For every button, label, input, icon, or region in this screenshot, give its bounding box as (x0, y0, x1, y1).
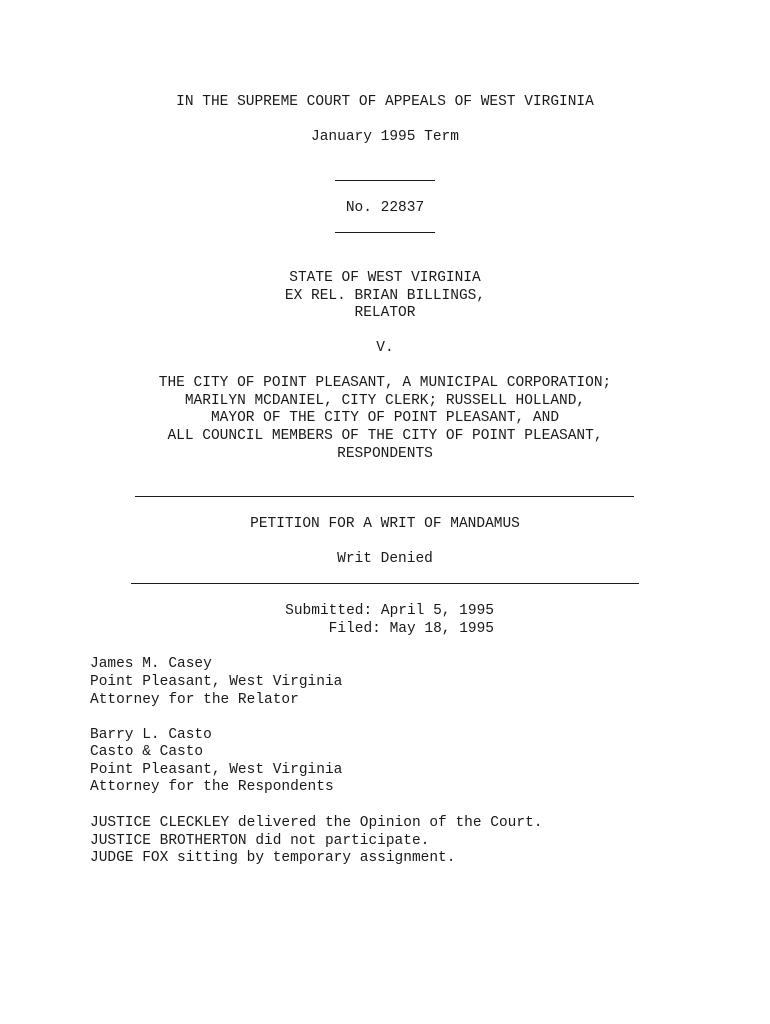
respondent-counsel-role: Attorney for the Respondents (90, 779, 334, 795)
petitioner-line: STATE OF WEST VIRGINIA (289, 270, 481, 286)
section-rule-top (135, 496, 634, 497)
respondent-line: THE CITY OF POINT PLEASANT, A MUNICIPAL CORPORATION; (158, 375, 612, 391)
justice-note: JUSTICE BROTHERTON did not participate. (90, 833, 430, 849)
petitioner-line: EX REL. BRIAN BILLINGS, (284, 288, 486, 304)
respondent-counsel-location: Point Pleasant, West Virginia (90, 762, 343, 778)
court-name: IN THE SUPREME COURT OF APPEALS OF WEST VIRGINIA (176, 94, 594, 110)
respondent-line: MAYOR OF THE CITY OF POINT PLEASANT, AND (210, 410, 560, 426)
relator-counsel-role: Attorney for the Relator (90, 692, 299, 708)
respondent-line: ALL COUNCIL MEMBERS OF THE CITY OF POINT PLEASANT, (167, 428, 603, 444)
case-number-rule-top (335, 180, 435, 181)
filed-date: Filed: May 18, 1995 (328, 621, 494, 637)
justice-note: JUSTICE CLECKLEY delivered the Opinion of the Court. (90, 815, 543, 831)
term: January 1995 Term (311, 129, 459, 145)
petitioner-role: RELATOR (354, 305, 416, 321)
respondent-role: RESPONDENTS (337, 446, 433, 462)
case-number: No. 22837 (345, 200, 425, 216)
disposition: Writ Denied (337, 551, 433, 567)
submitted-date: Submitted: April 5, 1995 (285, 603, 494, 619)
respondent-counsel-firm: Casto & Casto (90, 744, 204, 760)
proceeding-title: PETITION FOR A WRIT OF MANDAMUS (250, 516, 520, 532)
respondent-counsel-name: Barry L. Casto (90, 727, 212, 743)
case-number-rule-bottom (335, 232, 435, 233)
justice-note: JUDGE FOX sitting by temporary assignment. (90, 850, 456, 866)
section-rule-bottom (131, 583, 639, 584)
respondent-line: MARILYN MCDANIEL, CITY CLERK; RUSSELL HOLLAND, (184, 393, 586, 409)
relator-counsel-location: Point Pleasant, West Virginia (90, 674, 343, 690)
relator-counsel-name: James M. Casey (90, 656, 212, 672)
versus: V. (376, 340, 394, 356)
